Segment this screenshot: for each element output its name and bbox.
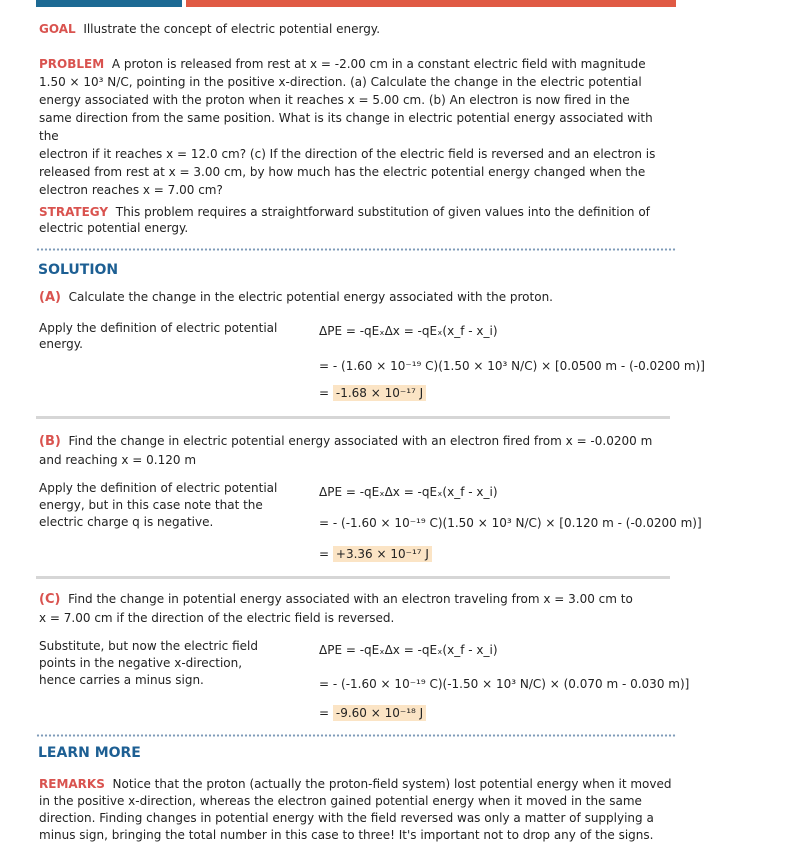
part-b-explanation-line: energy, but in this case note that the bbox=[39, 498, 263, 512]
part-b-result: +3.36 × 10⁻¹⁷ J bbox=[333, 546, 432, 562]
header-bar-right bbox=[186, 0, 676, 7]
problem-line: same direction from the same position. What is its change in electric potential energy associated with the bbox=[39, 111, 653, 143]
part-c-equation-1: ΔPE = -qEₓΔx = -qEₓ(x_f - x_i) bbox=[319, 643, 498, 657]
equals-sign: = bbox=[319, 547, 330, 561]
part-b-prompt-text: Find the change in electric potential energy associated with an electron fired from x = -0.0200 m bbox=[68, 434, 653, 448]
part-b-prompt-text: and reaching x = 0.120 m bbox=[39, 453, 197, 467]
part-a-explanation-line: energy. bbox=[39, 337, 83, 351]
part-a-prompt-text: Calculate the change in the electric potential energy associated with the proton. bbox=[68, 290, 553, 304]
remarks-section bbox=[39, 776, 679, 844]
part-b-label: (B) bbox=[39, 434, 61, 449]
part-c-prompt bbox=[39, 590, 679, 628]
part-b-explanation bbox=[39, 480, 299, 531]
part-a-result: -1.68 × 10⁻¹⁷ J bbox=[333, 385, 426, 401]
part-b-result-row bbox=[319, 547, 432, 561]
goal-label: GOAL bbox=[39, 22, 76, 36]
goal-section bbox=[39, 20, 669, 38]
remarks-line: direction. Finding changes in potential energy with the field reversed was only a matter of supplying a bbox=[39, 811, 654, 825]
part-b-explanation-line: electric charge q is negative. bbox=[39, 515, 214, 529]
part-a-result-row bbox=[319, 386, 426, 400]
part-c-equation-2: = - (-1.60 × 10⁻¹⁹ C)(-1.50 × 10³ N/C) × (0.070 m - 0.030 m)] bbox=[319, 677, 690, 691]
part-c-prompt-text: x = 7.00 cm if the direction of the electric field is reversed. bbox=[39, 611, 395, 625]
problem-line: electron reaches x = 7.00 cm? bbox=[39, 183, 223, 197]
part-a-explanation-line: Apply the definition of electric potential bbox=[39, 321, 278, 335]
part-b-prompt bbox=[39, 432, 679, 470]
equals-sign: = bbox=[319, 386, 330, 400]
part-b-equation-1: ΔPE = -qEₓΔx = -qEₓ(x_f - x_i) bbox=[319, 485, 498, 499]
problem-label: PROBLEM bbox=[39, 57, 105, 71]
remarks-line: minus sign, bringing the total number in this case to three! It's important not to drop any of the signs. bbox=[39, 828, 654, 842]
part-c-result: -9.60 × 10⁻¹⁸ J bbox=[333, 705, 426, 721]
part-a-explanation bbox=[39, 320, 289, 352]
part-c-explanation-line: hence carries a minus sign. bbox=[39, 673, 204, 687]
problem-line: released from rest at x = 3.00 cm, by how much has the electric potential energy changed when the bbox=[39, 165, 646, 179]
learn-more-title: LEARN MORE bbox=[38, 745, 141, 761]
strategy-line: electric potential energy. bbox=[39, 221, 189, 235]
part-a-equation-1: ΔPE = -qEₓΔx = -qEₓ(x_f - x_i) bbox=[319, 324, 498, 338]
part-a-equation-2: = - (1.60 × 10⁻¹⁹ C)(1.50 × 10³ N/C) × [0.0500 m - (-0.0200 m)] bbox=[319, 359, 705, 373]
strategy-label: STRATEGY bbox=[39, 205, 109, 219]
header-bar-left bbox=[36, 0, 182, 7]
dotted-divider bbox=[36, 248, 676, 251]
problem-section bbox=[39, 55, 669, 199]
equals-sign: = bbox=[319, 706, 330, 720]
problem-line: energy associated with the proton when it reaches x = 5.00 cm. (b) An electron is now fired in the bbox=[39, 93, 630, 107]
problem-line: A proton is released from rest at x = -2.00 cm in a constant electric field with magnitude bbox=[111, 57, 646, 71]
dotted-divider bbox=[36, 734, 676, 737]
part-c-label: (C) bbox=[39, 592, 61, 607]
section-divider bbox=[36, 576, 670, 579]
remarks-line: Notice that the proton (actually the proton-field system) lost potential energy when it moved bbox=[112, 777, 672, 791]
solution-title: SOLUTION bbox=[38, 262, 119, 278]
part-c-result-row bbox=[319, 706, 426, 720]
strategy-line: This problem requires a straightforward substitution of given values into the definition of bbox=[115, 205, 650, 219]
part-c-explanation bbox=[39, 638, 299, 689]
problem-line: electron if it reaches x = 12.0 cm? (c) If the direction of the electric field is reversed and an electron is bbox=[39, 147, 656, 161]
part-a-label: (A) bbox=[39, 290, 61, 305]
part-c-explanation-line: Substitute, but now the electric field bbox=[39, 639, 258, 653]
part-b-equation-2: = - (-1.60 × 10⁻¹⁹ C)(1.50 × 10³ N/C) × [0.120 m - (-0.0200 m)] bbox=[319, 516, 702, 530]
remarks-label: REMARKS bbox=[39, 777, 105, 791]
section-divider bbox=[36, 416, 670, 419]
strategy-section bbox=[39, 204, 669, 236]
remarks-line: in the positive x-direction, whereas the electron gained potential energy when it moved in the same bbox=[39, 794, 642, 808]
problem-line: 1.50 × 10³ N/C, pointing in the positive x-direction. (a) Calculate the change in the electric potential bbox=[39, 75, 642, 89]
part-b-explanation-line: Apply the definition of electric potential bbox=[39, 481, 278, 495]
part-a-prompt bbox=[39, 290, 679, 305]
part-c-prompt-text: Find the change in potential energy associated with an electron traveling from x = 3.00 cm to bbox=[68, 592, 633, 606]
goal-text: Illustrate the concept of electric potential energy. bbox=[83, 22, 381, 36]
part-c-explanation-line: points in the negative x-direction, bbox=[39, 656, 243, 670]
